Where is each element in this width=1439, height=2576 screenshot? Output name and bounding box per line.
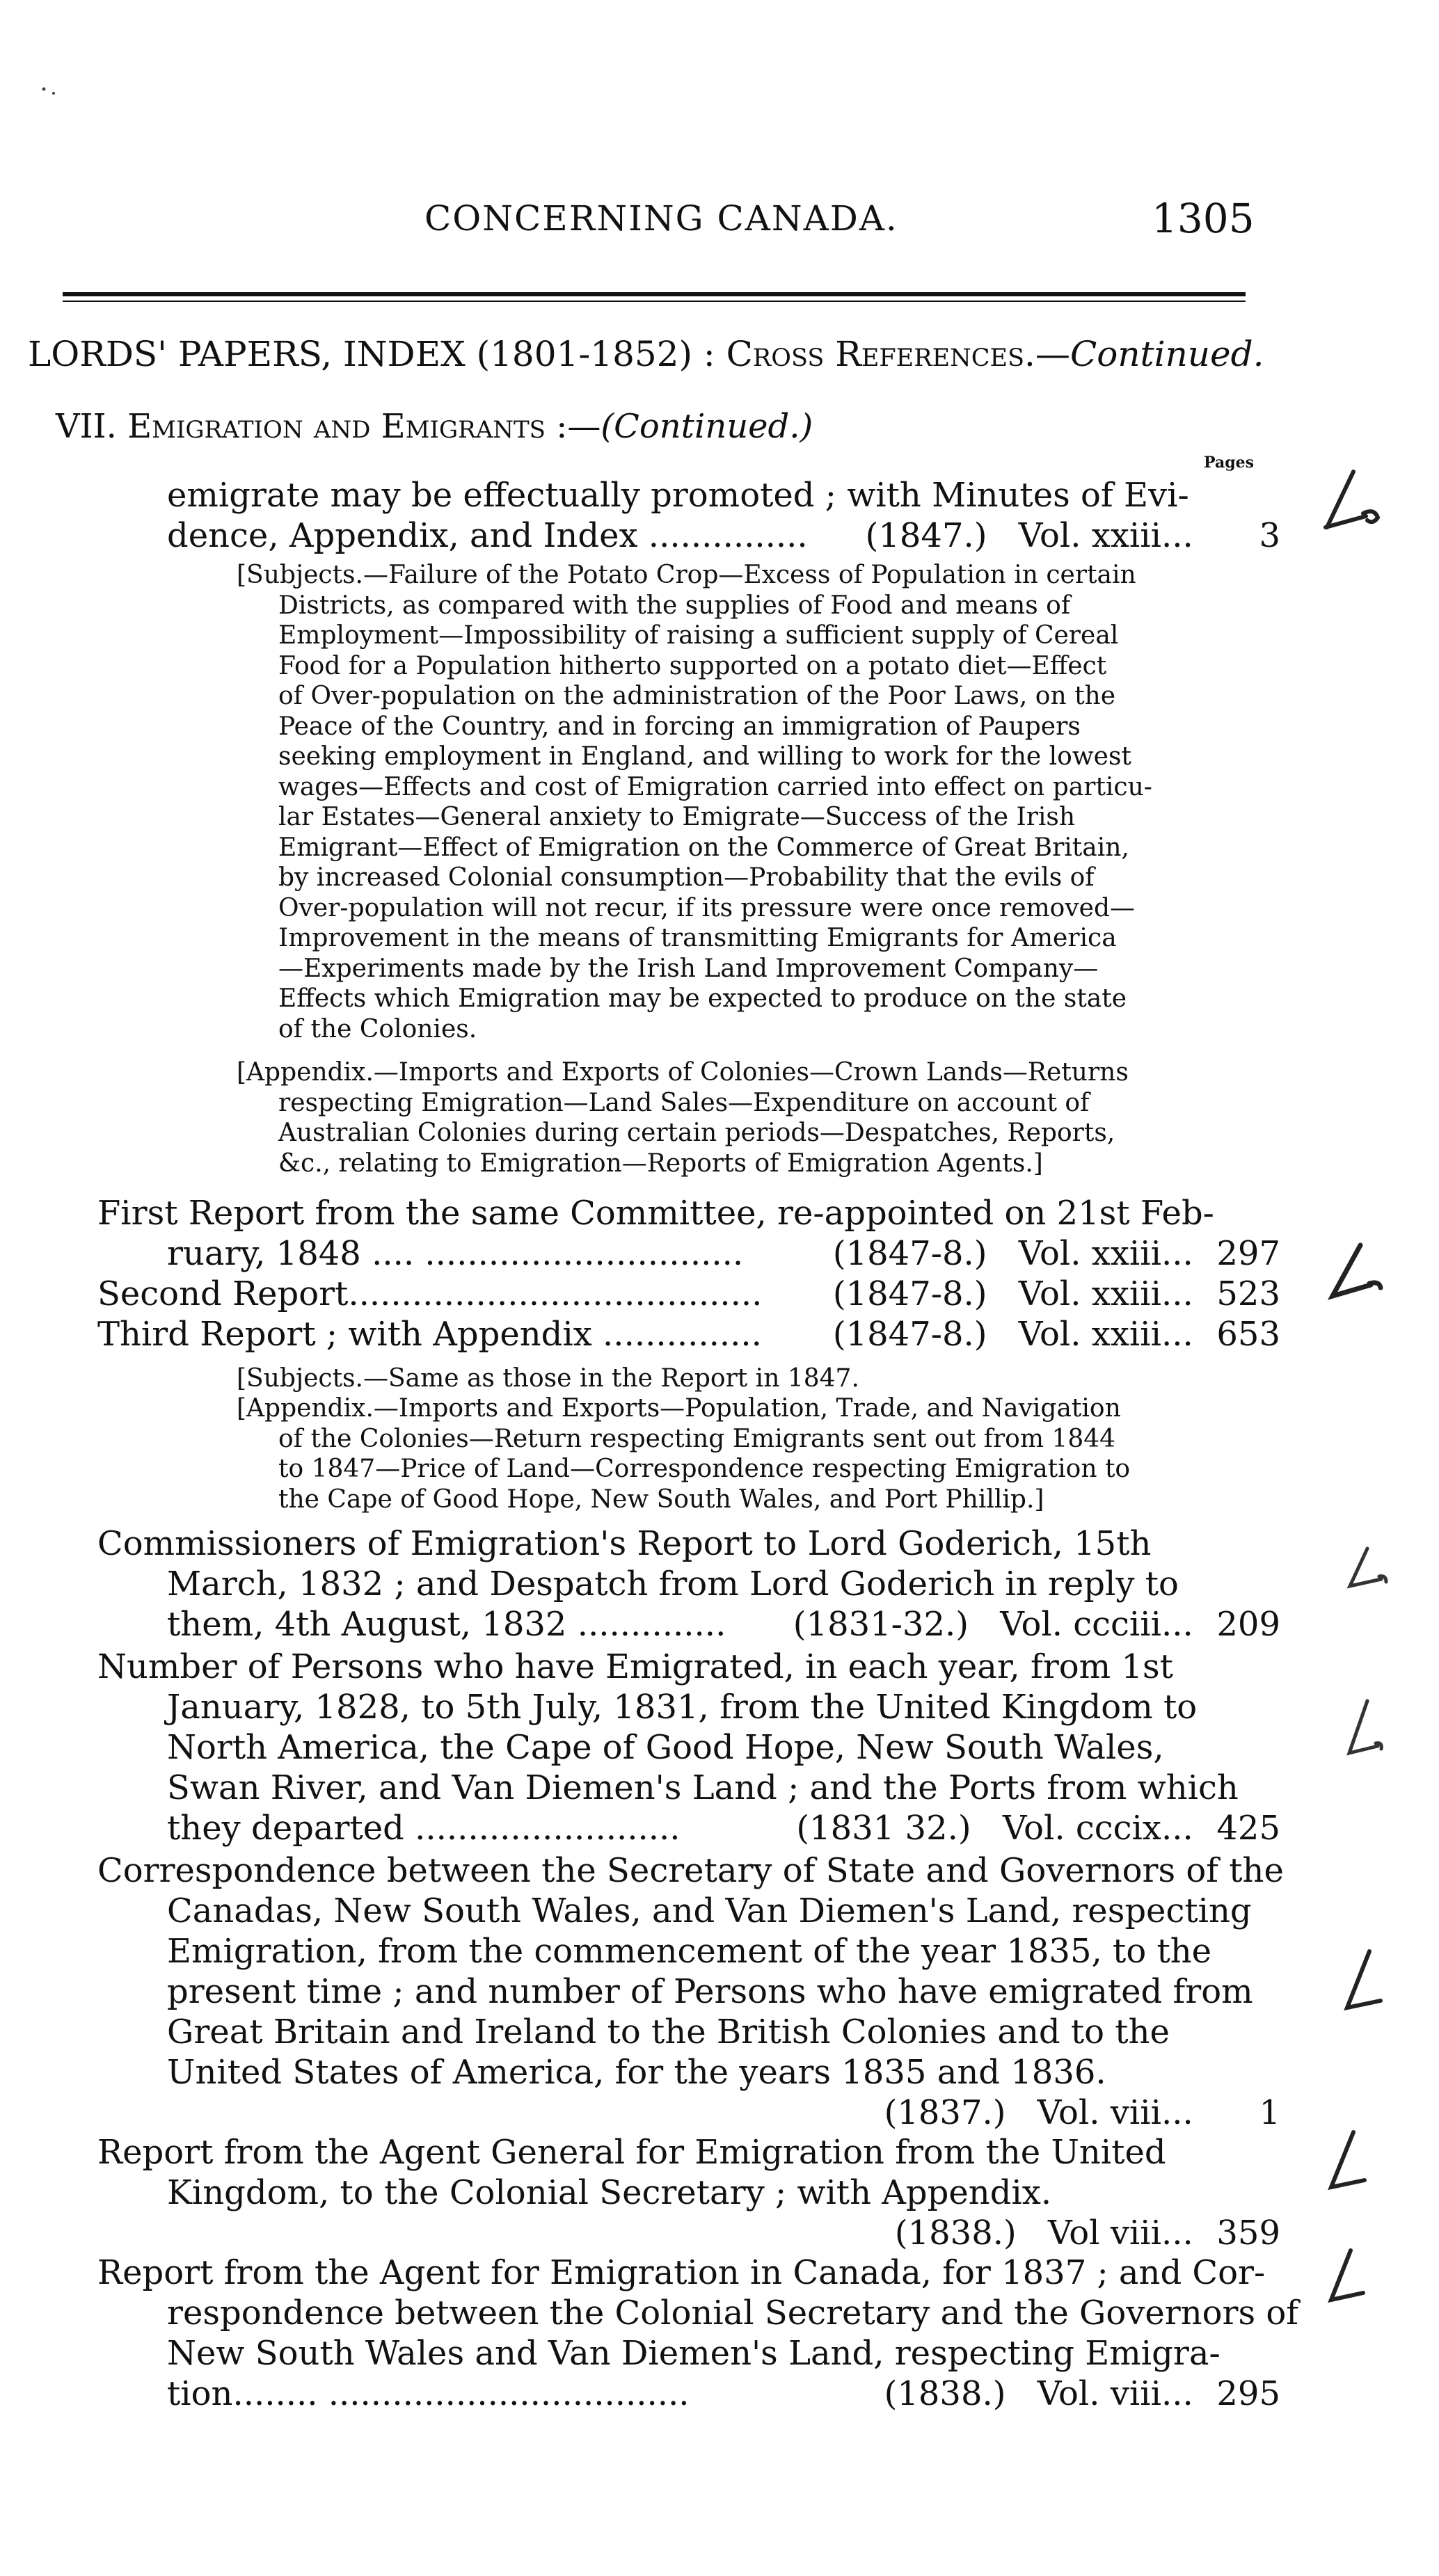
entry-line [97, 515, 1280, 556]
note-line: Districts, as compared with the supplies of Food and means of [278, 591, 1071, 620]
handwritten-mark-icon [1312, 466, 1388, 536]
entry-reference [884, 2374, 1280, 2414]
entry-reference [796, 1808, 1280, 1848]
entry-line: March, 1832 ; and Despatch from Lord Goderich in reply to [167, 1565, 1179, 1603]
entry-line: North America, the Cape of Good Hope, New South Wales, [167, 1728, 1164, 1767]
entry-line: Swan River, and Van Diemen's Land ; and the Ports from which [167, 1768, 1239, 1807]
session-year: (1847-8.) [832, 1274, 987, 1313]
section-title-continued: Continued. [1070, 334, 1264, 374]
page-ref: 297 [1216, 1234, 1280, 1273]
page-ref: 3 [1259, 516, 1280, 555]
entry-line [97, 1604, 1280, 1645]
pages-column-label: Pages [1204, 454, 1254, 472]
entry-reference [793, 1604, 1280, 1645]
note-line: lar Estates—General anxiety to Emigrate—Success of the Irish [278, 803, 1076, 831]
entry-line: Report from the Agent General for Emigration from the United [97, 2133, 1166, 2172]
index-entry [97, 1523, 1280, 1645]
entry-reference [833, 1274, 1280, 1314]
index-entry [97, 2132, 1280, 2253]
index-entry [97, 1850, 1284, 2133]
appendix-note [237, 1057, 1183, 1178]
note-line: wages—Effects and cost of Emigration carried into effect on particu- [278, 772, 1152, 801]
note-line: [Subjects.—Same as those in the Report in 1847. [237, 1364, 859, 1393]
note-line: Australian Colonies during certain periods—Despatches, Reports, [278, 1119, 1115, 1147]
entry-line [97, 2374, 1280, 2414]
note-line: of Over-population on the administration of the Poor Laws, on the [278, 682, 1116, 710]
session-year: (1847.) [865, 516, 987, 555]
running-header: CONCERNING CANADA. [424, 198, 898, 239]
session-year: (1838.) [884, 2374, 1006, 2413]
section-title-sub: Cross References.— [726, 334, 1070, 374]
page-ref: 425 [1216, 1809, 1280, 1848]
volume: Vol. xxiii... [1018, 1234, 1193, 1273]
entry-line: New South Wales and Van Diemen's Land, respecting Emigra- [167, 2334, 1221, 2373]
handwritten-mark-icon [1322, 1242, 1392, 1304]
header-rule-thin [63, 301, 1246, 302]
note-line: Effects which Emigration may be expected to produce on the state [278, 984, 1127, 1013]
handwritten-mark-icon [1319, 2129, 1374, 2198]
subsection-continued: (Continued.) [601, 407, 813, 446]
page-ref: 359 [1216, 2214, 1280, 2253]
subsection-name: Emigration and Emigrants :— [127, 407, 601, 446]
entry-line: Great Britain and Ireland to the British Colonies and to the [167, 2013, 1170, 2051]
entry-reference [884, 2093, 1280, 2133]
note-line: —Experiments made by the Irish Land Improvement Company— [278, 954, 1099, 983]
note-line: respecting Emigration—Land Sales—Expenditure on account of [278, 1088, 1090, 1117]
page-ref: 523 [1216, 1274, 1280, 1313]
note-line: Food for a Population hitherto supported on a potato diet—Effect [278, 651, 1107, 680]
header-rule-thick [63, 292, 1246, 296]
handwritten-mark-icon [1319, 2247, 1374, 2310]
subjects-note [237, 1363, 1183, 1394]
note-line: seeking employment in England, and willing to work for the lowest [278, 742, 1131, 771]
section-title-main: LORDS' PAPERS, INDEX (1801-1852) : [28, 334, 715, 374]
volume: Vol. xxiii... [1018, 516, 1193, 555]
entry-text: Second Report....................................... [97, 1274, 763, 1313]
subsection-heading [56, 407, 813, 446]
entry-line [97, 1274, 1280, 1314]
appendix-note [237, 1393, 1183, 1514]
entry-line: Number of Persons who have Emigrated, in each year, from 1st [97, 1647, 1173, 1686]
entry-line: Report from the Agent for Emigration in Canada, for 1837 ; and Cor- [97, 2253, 1266, 2292]
entry-reference [866, 515, 1280, 556]
index-entry [97, 2253, 1298, 2414]
entry-reference [833, 1233, 1280, 1274]
note-line: Peace of the Country, and in forcing an immigration of Paupers [278, 712, 1081, 741]
note-line: of the Colonies—Return respecting Emigrants sent out from 1844 [278, 1424, 1116, 1453]
entry-text: they departed ......................... [167, 1809, 681, 1848]
entry-line: First Report from the same Committee, re-appointed on 21st Feb- [97, 1194, 1214, 1233]
entry-line [97, 2093, 1280, 2133]
entry-line: emigrate may be effectually promoted ; with Minutes of Evi- [167, 476, 1189, 515]
entry-text: Third Report ; with Appendix ............... [97, 1315, 762, 1354]
volume: Vol. ccciii... [1000, 1605, 1193, 1644]
entry-line: respondence between the Colonial Secretary and the Governors of [167, 2294, 1298, 2333]
handwritten-mark-icon [1336, 1948, 1392, 2017]
scan-speck-icon [38, 83, 59, 97]
note-line: [Appendix.—Imports and Exports—Population, Trade, and Navigation [237, 1394, 1121, 1423]
session-year: (1847-8.) [832, 1234, 987, 1273]
entry-line [97, 1233, 1280, 1274]
volume: Vol. xxiii... [1018, 1274, 1193, 1313]
page-ref: 295 [1216, 2374, 1280, 2413]
entry-line: United States of America, for the years 1835 and 1836. [167, 2053, 1106, 2092]
index-entry [97, 1647, 1280, 1848]
note-line: Over-population will not recur, if its pressure were once removed— [278, 893, 1135, 922]
session-year: (1831 32.) [796, 1809, 971, 1848]
entry-line [97, 1808, 1280, 1848]
note-line: the Cape of Good Hope, New South Wales, and Port Phillip.] [278, 1485, 1044, 1514]
entry-line: Commissioners of Emigration's Report to Lord Goderich, 15th [97, 1524, 1152, 1563]
volume: Vol viii... [1048, 2214, 1193, 2253]
note-line: &c., relating to Emigration—Reports of Emigration Agents.] [278, 1149, 1043, 1178]
index-entry [97, 1193, 1280, 1274]
index-entry [97, 475, 1280, 556]
entry-text: dence, Appendix, and Index ............... [167, 516, 808, 555]
index-entry [97, 1274, 1280, 1314]
section-title [28, 334, 1264, 374]
entry-line: January, 1828, to 5th July, 1831, from the United Kingdom to [167, 1688, 1198, 1727]
note-line: Employment—Impossibility of raising a sufficient supply of Cereal [278, 621, 1119, 650]
note-line: [Subjects.—Failure of the Potato Crop—Excess of Population in certain [237, 561, 1136, 589]
entry-line: Kingdom, to the Colonial Secretary ; with Appendix. [167, 2173, 1052, 2212]
note-line: [Appendix.—Imports and Exports of Colonies—Crown Lands—Returns [237, 1058, 1129, 1087]
session-year: (1838.) [894, 2214, 1017, 2253]
handwritten-mark-icon [1339, 1697, 1388, 1760]
volume: Vol. cccix... [1002, 1809, 1193, 1848]
entry-text: them, 4th August, 1832 .............. [167, 1605, 726, 1644]
page-number: 1305 [1152, 195, 1255, 242]
subsection-numeral: VII. [56, 407, 117, 446]
entry-line: Correspondence between the Secretary of State and Governors of the [97, 1851, 1284, 1890]
volume: Vol. viii... [1037, 2093, 1193, 2132]
index-entry [97, 1314, 1280, 1354]
volume: Vol. viii... [1037, 2374, 1193, 2413]
page-ref: 209 [1216, 1605, 1280, 1644]
entry-line [97, 2213, 1280, 2253]
entry-text: ruary, 1848 .... .............................. [167, 1234, 744, 1273]
volume: Vol. xxiii... [1018, 1315, 1193, 1354]
entry-line [97, 1314, 1280, 1354]
session-year: (1831-32.) [793, 1605, 969, 1644]
note-line: of the Colonies. [278, 1014, 477, 1043]
entry-line: present time ; and number of Persons who have emigrated from [167, 1972, 1253, 2011]
session-year: (1847-8.) [832, 1315, 987, 1354]
note-line: Improvement in the means of transmitting Emigrants for America [278, 924, 1117, 952]
entry-reference [833, 1314, 1280, 1354]
entry-line: Canadas, New South Wales, and Van Diemen's Land, respecting [167, 1891, 1252, 1930]
session-year: (1837.) [884, 2093, 1006, 2132]
page-ref: 653 [1216, 1315, 1280, 1354]
entry-line: Emigration, from the commencement of the year 1835, to the [167, 1932, 1212, 1971]
note-line: Emigrant—Effect of Emigration on the Commerce of Great Britain, [278, 833, 1129, 862]
entry-text: tion........ .................................. [167, 2374, 690, 2413]
note-line: by increased Colonial consumption—Probability that the evils of [278, 863, 1095, 892]
handwritten-mark-icon [1343, 1544, 1392, 1593]
entry-reference [895, 2213, 1280, 2253]
subjects-note [237, 560, 1183, 1044]
page-ref: 1 [1259, 2093, 1280, 2132]
note-line: to 1847—Price of Land—Correspondence respecting Emigration to [278, 1455, 1131, 1483]
